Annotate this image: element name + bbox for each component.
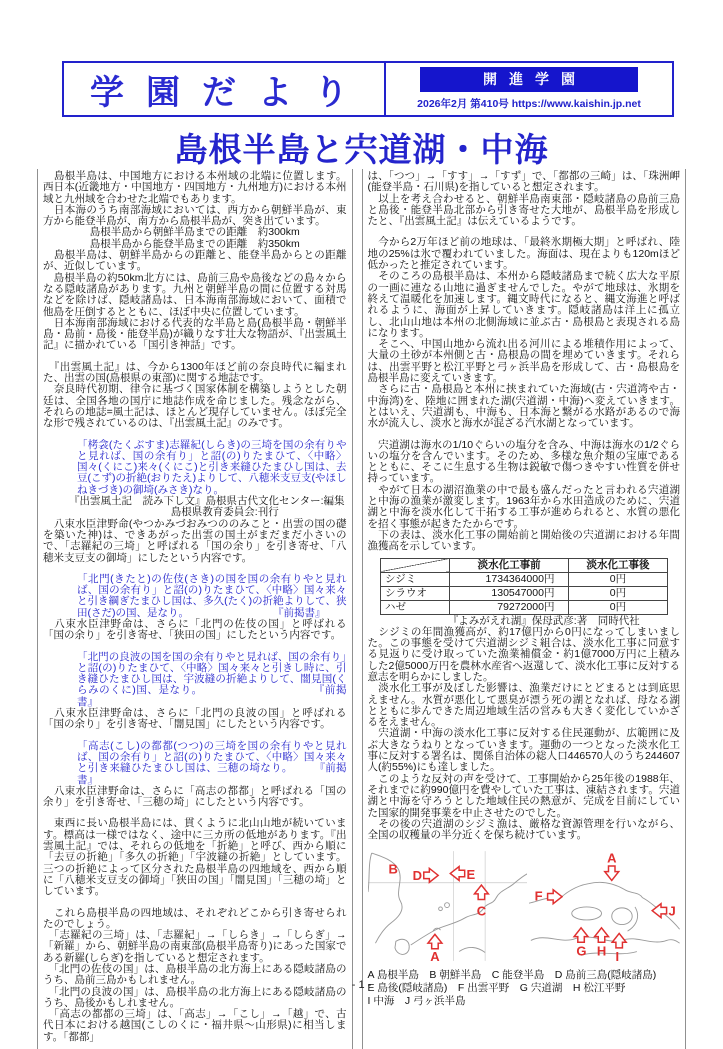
body-paragraph: 宍道湖は海水の1/10ぐらいの塩分を含み、中海は海水の1/2ぐらいの塩分を含んでいます。そのため、多様な魚介類の宝庫であるとともに、そこに生息する生物は鋭敏で傷つきやすい性質を併せ持っています。: [367, 438, 680, 485]
body-paragraph: 島根半島は、朝鮮半島からの距離と、能登半島からとの距離が、近似しています。: [43, 249, 347, 273]
body-paragraph: 下の表は、淡水化工事の開始前と開始後の宍道湖における年間漁獲高を示しています。: [367, 528, 680, 553]
map-arrow-a2-icon: [605, 866, 619, 880]
body-paragraph: 淡水化工事が及ぼした影響は、漁業だけにとどまるとは到底思えません。水質が悪化して悪臭が漂う死の湖となれば、母なる湖とともに歩んできた周辺地域生活の営みも大きく変化していかざるをえません。: [367, 682, 680, 729]
table-row: [381, 600, 668, 614]
body-paragraph: 「志羅紀の三埼」は、「志羅紀」→「しらき」→「しらぎ」→「新羅」から、朝鮮半島の南東部(島根半島寄り)にあった国家である新羅(しらぎ)を指していると想定されます。: [43, 929, 347, 964]
table-cell: 0円: [569, 600, 667, 614]
table-cell: 0円: [569, 586, 667, 600]
source-line: 島根県教育委員会:刊行: [170, 506, 279, 519]
body-paragraph: やがて日本の湖沼漁業の中で最も盛んだったと言われる宍道湖と中海の漁業が激変します。1963年から水田造成のために、宍道湖と中海を淡水化して干拓する工事が進められると、水質の悪化を招く事態が起きたたからです。: [367, 483, 680, 530]
body-paragraph: 奈良時代初期、律令に基づく国家体制を構築しようとした朝廷は、全国各地の国庁に地誌作成を命じました。残念ながら、それらの地誌=風土記は、ほとんど現存していません。ほぼ完全な形で残されているのは、『出雲風土記』のみです。: [43, 383, 347, 430]
map-arrow-c-icon: [474, 886, 488, 900]
body-paragraph: 以上を考え合わせると、朝鮮半島南東部・隠岐諸島の島前三島と島後・能登半島北部から引き寄せた大地が、島根半島を形成したと、『出雲風土記』は伝えているようです。: [367, 192, 680, 228]
map-label-d: D: [412, 868, 422, 884]
table-cell: ハゼ: [381, 600, 450, 614]
map-arrow-f-icon: [548, 890, 562, 904]
map-label-j: J: [668, 903, 677, 919]
school-name-badge: 開進学園: [420, 67, 638, 92]
map-label-c: C: [476, 903, 486, 919]
body-paragraph: 「北門の佐伎の国」は、島根半島の北方海上にある隠岐諸島のうち、島前三島かもしれません。: [43, 963, 347, 987]
quote-paragraph: 「栲衾(たくぶすま)志羅紀(しらき)の三埼を国の余有りやと見れば、国の余有り」と詔(の)りたまひて、〈中略〉国々(くにこ)来々(くにこ)と引き来縫ひたまひし国は、去豆(こず)の折絶(おりたえ)よりして、八穂米支豆支(やほしねきづき)の御埼(みさき)なり。: [77, 438, 347, 496]
map-label-f: F: [534, 888, 543, 904]
map-arrow-g-icon: [574, 928, 588, 942]
article-columns: [37, 169, 686, 1049]
body-paragraph: 八束水臣津野命は、さらに「高志の都都」と呼ばれる「国の余り」を引き寄せ、「三穂の埼」にしたという内容です。: [43, 784, 347, 809]
catch-table-header: 淡水化工事後: [569, 558, 667, 572]
map-arrow-d-icon: [423, 869, 437, 883]
map-label-a-right: A: [607, 850, 617, 866]
map-arrow-a-icon: [427, 935, 441, 949]
body-paragraph: は、「つつ」→「すす」→「すず」で、「都都の三崎」は、「珠洲岬(能登半島・石川県)を指していると想定されます。: [367, 170, 680, 194]
table-cell: シジミ: [381, 572, 450, 586]
body-paragraph: 八束水臣津野命(やつかみづおみつののみこと・出雲の国の礎を築いた神)は、できあがった出雲の国土がまだまだ小さいので、「志羅紀の三埼」と呼ばれる「国の余り」を引き寄せ、「八穂米支豆支の御埼」にしたという内容です。: [43, 517, 347, 564]
body-paragraph: 島根半島から能登半島までの距離 約350km: [89, 237, 300, 250]
issue-info: 2026年2月 第410号 https://www.kaishin.jp.net: [417, 98, 641, 110]
catch-table-header: [381, 558, 450, 572]
body-paragraph: 『出雲風土記』は、今から1300年ほど前の奈良時代に編まれた、出雲の国(島根県の東部)に関する地誌です。: [43, 360, 347, 385]
map-arrow-i-icon: [613, 934, 627, 948]
body-paragraph: 宍道湖・中海の淡水化工事に反対する住民運動が、広範囲に及ぶ大きなうねりとなっていきます。運動の一つとなった淡水化工事に反対する署名は、関係自治体の総人口446570人のうち244607人(約55%)にも達しました。: [367, 727, 680, 774]
map-label-a-left: A: [429, 949, 440, 965]
source-line: 『出雲風土記 読み下し文』島根県古代文化センター:編集: [69, 495, 345, 508]
japan-sea-overview-map-icon: [368, 847, 528, 965]
map-legend-line: E 島後(隠岐諸島) F 出雲平野 G 宍道湖 H 松江平野: [367, 982, 626, 995]
body-paragraph: そこへ、中国山地から流れ出る河川による堆積作用によって、大量の土砂が本州側と古・島根島の間を埋めていきます。それらは、出雲平野と松江平野と弓ヶ浜半島を形成して、古・島根島を島根半島に変えていきます。: [367, 338, 680, 385]
body-paragraph: シジミの年間漁獲高が、約17億円から0円になってしまいました。この事態を受けて宍道湖シジミ組合は、淡水化工事に同意する見返りに受け取っていた漁業補償金・約1億7000万円に上積みした2億5000万円を農林水産省へ返還して、淡水化工事に反対する意志を明らかにしました。: [367, 625, 680, 683]
quote-paragraph: 「北門の良波の国を国の余有りやと見れば、国の余有り」と詔(の)りたまひて、〈中略〉国々来々と引きし時に、引き縫ひたまひし国は、宇波縫の折絶よりして、闇見国(くらみのくに)国、是なり。 『前掲書』: [77, 650, 347, 708]
body-paragraph: 今から2万年ほど前の地球は、「最終氷期極大期」と呼ばれ、陸地の25%は氷で覆われていました。海面は、現在よりも120mほど低かったと推定されています。: [367, 236, 680, 272]
body-paragraph: さらに古・島根島と本州に挟まれていた海域(古・宍道湾や古・中海湾)を、陸地に囲まれた湖(宍道湖・中海)へ変えていきます。とはいえ、宍道湖も、中海も、日本海と繋がる水路があるので海水が流入し、淡水と海水が混ざる汽水湖となっています。: [367, 383, 680, 430]
body-paragraph: このような反対の声を受けて、工事開始から25年後の1988年、それまでに約990億円を費やしていた工事は、凍結されます。宍道湖と中海を守ろうとした地域住民の熱意が、完成を目前にしていた国家的開発事業を中止させたのでした。: [367, 772, 680, 819]
table-row: [381, 572, 668, 586]
catch-table-head: [381, 558, 668, 572]
fishery-catch-table: [380, 558, 668, 615]
body-paragraph: そのころの島根半島は、本州から隠岐諸島まで続く広大な平原の一画に連なる山地に過ぎませんでした。やがて地球は、氷期を終えて温暖化を加速します。縄文時代になると、縄文海進と呼ばれるように、海面が上昇していきます。隠岐諸島は洋上に孤立し、北山山地は本州の北側海域に並ぶ古・島根島と表現される島になります。: [367, 270, 680, 339]
quote-paragraph: 「北門(きたと)の佐伎(さき)の国を国の余有りやと見れば、国の余有り」と詔(の)りたまひて、〈中略〉国々来々と引き綱ぎたまひし国は、多久(たく)の折絶よりして、狭田(さだ)の国、是なり。 『前掲書』: [77, 572, 347, 619]
body-paragraph: 東西に長い島根半島には、貫くように北山山地が続いています。標高は一様ではなく、途中に三カ所の低地があります。『出雲風土記』では、それらの低地を「折絶」と呼び、西から順に「去豆の折絶」「多久の折絶」「宇波縫の折絶」としています。三つの折絶によって区分された島根半島の四地域を、西から順に「八穂米支豆支の御埼」「狭田の国」「闇見国」「三穂の埼」としています。: [43, 817, 347, 898]
map-label-i: I: [615, 949, 620, 965]
map-legend-line: A 島根半島 B 朝鮮半島 C 能登半島 D 島前三島(隠岐諸島): [367, 969, 657, 982]
newsletter-title: 学園だより: [90, 73, 370, 112]
body-paragraph: 島根半島の約50km北方には、島前三島や島後などの島々からなる隠岐諸島があります。九州と朝鮮半島の間に位置する対馬などを除けば、隠岐諸島は、日本海南部海域において、面積で他島を圧倒するとともに、ほぼ中央に位置しています。: [43, 271, 347, 318]
masthead-right: [384, 63, 672, 115]
quote-paragraph: 「高志(こし)の都都(つつ)の三埼を国の余有りやと見れば、国の余有り」と詔(の)りたまひて、〈中略〉国々来々と引き来縫ひたまひし国は、三穂の埼なり。 『前掲書』: [77, 739, 347, 786]
body-paragraph: その後の宍道湖のシジミ漁は、厳格な資源管理を行いながら、全国の収穫量の半分近くを保ち続けています。: [367, 817, 680, 842]
body-paragraph: 島根半島は、中国地方における本州域の北端に位置します。西日本(近畿地方・中国地方・四国地方・九州地方)における本州域と九州域を合わせた北端でもあります。: [43, 170, 347, 205]
body-paragraph: 日本海南部海域における代表的な半島と島(島根半島・朝鮮半島・島前・島後・能登半島)が織りなす壮大な物語が、『出雲風土記』に描かれている「国引き神話」です。: [43, 316, 347, 352]
body-paragraph: 八束水臣津野命は、さらに「北門の良波の国」と呼ばれる「国の余り」を引き寄せ、「闇見国」にしたという内容です。: [43, 707, 347, 731]
body-paragraph: 「高志の都都の三埼」は、「高志」→「こし」→「越」で、古代日本における越国(こしのくに・福井県〜山形県)に相当します。「都都」: [43, 1008, 347, 1043]
table-cell: 0円: [569, 572, 667, 586]
body-paragraph: 島根半島から朝鮮半島までの距離 約300km: [89, 226, 300, 239]
page-number: - 1 -: [351, 979, 372, 991]
table-cell: 1734364000円: [449, 572, 569, 586]
table-cell: 79272000円: [449, 600, 569, 614]
map-block: [368, 847, 681, 965]
shimane-peninsula-map-icon: [529, 847, 680, 965]
right-column-text-after-table: [368, 627, 681, 842]
body-paragraph: 「北門の良波の国」は、島根半島の北方海上にある隠岐諸島のうち、島後かもしれません。: [43, 985, 347, 1009]
table-row: [381, 586, 668, 600]
right-column: [362, 169, 687, 1049]
body-paragraph: これら島根半島の四地域は、それぞれどこから引き寄せられたのでしょう。: [43, 906, 347, 930]
masthead: [62, 61, 674, 117]
left-column: [37, 169, 353, 1049]
map-legend-line: I 中海 J 弓ヶ浜半島: [367, 995, 466, 1008]
table-cell: 130547000円: [449, 586, 569, 600]
map-arrow-e-icon: [450, 867, 464, 881]
catch-table-header: 淡水化工事前: [449, 558, 569, 572]
right-column-text-before-table: [368, 171, 681, 553]
map-label-e: E: [466, 867, 475, 883]
table-source: 『よみがえれ湖』保母武彦:著 同時代社: [447, 614, 640, 627]
map-label-g: G: [576, 943, 587, 959]
map-label-b: B: [387, 861, 398, 877]
article-title: 島根半島と宍道湖・中海: [174, 131, 549, 168]
catch-table-body: [381, 572, 668, 614]
table-cell: シラウオ: [381, 586, 450, 600]
body-paragraph: 八束水臣津野命は、さらに「北門の佐伎の国」と呼ばれる「国の余り」を引き寄せ、「狭田の国」にしたという内容です。: [43, 617, 347, 642]
body-paragraph: 日本海のうち南部海域においては、西方から朝鮮半島が、東方から能登半島が、南方から島根半島が、突き出ています。: [43, 203, 347, 228]
map-label-h: H: [597, 943, 607, 959]
